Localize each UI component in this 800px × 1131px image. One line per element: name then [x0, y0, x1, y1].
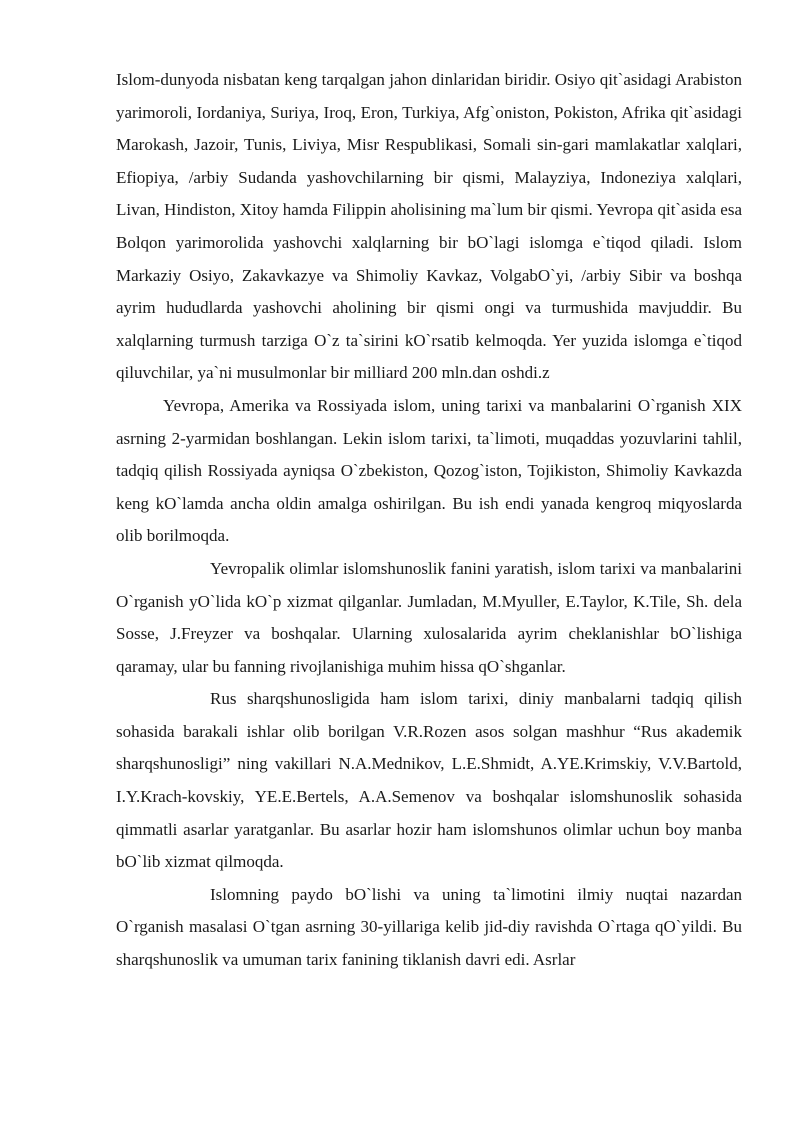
paragraph-5: Islomning paydo bO`lishi va uning ta`limotini ilmiy nuqtai nazardan O`rganish masalasi O`tgan asrning 30-yillariga kelib jid-diy ravishda O`rtaga qO`yildi. Bu sharqshunoslik va umuman tarix fanining tiklanish davri edi. Asrlar [116, 884, 742, 970]
paragraph-4: Rus sharqshunosligida ham islom tarixi, diniy manbalarni tadqiq qilish sohasida barakali ishlar olib borilgan V.R.Rozen asos solgan mashhur “Rus akademik sharqshunosligi” ning vakillari N.A.Mednikov, L.E.Shmidt, A.YE.Krimskiy, V.V.Bartold, I.Y.Krach-kovskiy, YE.E.Bertels, A.A.Semenov va boshqalar islomshunoslik sohasida qimmatli asarlar yaratganlar. Bu asarlar hozir ham islomshunos olimlar uchun boy manba bO`lib xizmat qilmoqda. [116, 689, 742, 872]
paragraph-3: Yevropalik olimlar islomshunoslik fanini yaratish, islom tarixi va manbalarini O`rganish yO`lida kO`p xizmat qilganlar. Jumladan, M.Myuller, E.Taylor, K.Tile, Sh. dela Sosse, J.Freyzer va boshqalar. Ularning xulosalarida ayrim cheklanishlar bO`lishiga qaramay, ular bu fanning rivojlanishiga muhim hissa qO`shganlar. [116, 558, 742, 676]
paragraph-2: Yevropa, Amerika va Rossiyada islom, uning tarixi va manbalarini O`rganish XIX asrning 2-yarmidan boshlangan. Lekin islom tarixi, ta`limoti, muqaddas yozuvlarini tahlil, tadqiq qilish Rossiyada ayniqsa O`zbekiston, Qozog`iston, Tojikiston, Shimoliy Kavkazda keng kO`lamda ancha oldin amalga oshirilgan. Bu ish endi yanada kengroq miqyoslarda olib borilmoqda. [116, 395, 742, 546]
paragraph-1: Islom-dunyoda nisbatan keng tarqalgan jahon dinlaridan biridir. Osiyo qit`asidagi Arabiston yarimoroli, Iordaniya, Suriya, Iroq, Eron, Turkiya, Afg`oniston, Pokiston, Afrika qit`asidagi Marokash, Jazoir, Tunis, Liviya, Misr Respublikasi, Somali sin-gari mamlakatlar xalqlari, Efiopiya, /arbiy Sudanda yashovchilarning bir qismi, Malayziya, Indoneziya xalqlari, Livan, Hindiston, Xitoy hamda Filippin aholisining ma`lum bir qismi. Yevropa qit`asida esa Bolqon yarimorolida yashovchi xalqlarning bir bO`lagi islomga e`tiqod qiladi. Islom Markaziy Osiyo, Zakavkazye va Shimoliy Kavkaz, VolgabO`yi, /arbiy Sibir va boshqa ayrim hududlarda yashovchi aholining bir qismi ongi va turmushida mavjuddir. Bu xalqlarning turmush tarziga O`z ta`sirini kO`rsatib kelmoqda. Yer yuzida islomga e`tiqod qiluvchilar, ya`ni musulmonlar bir milliard 200 mln.dan oshdi.z [116, 70, 742, 383]
document-page [116, 64, 742, 977]
